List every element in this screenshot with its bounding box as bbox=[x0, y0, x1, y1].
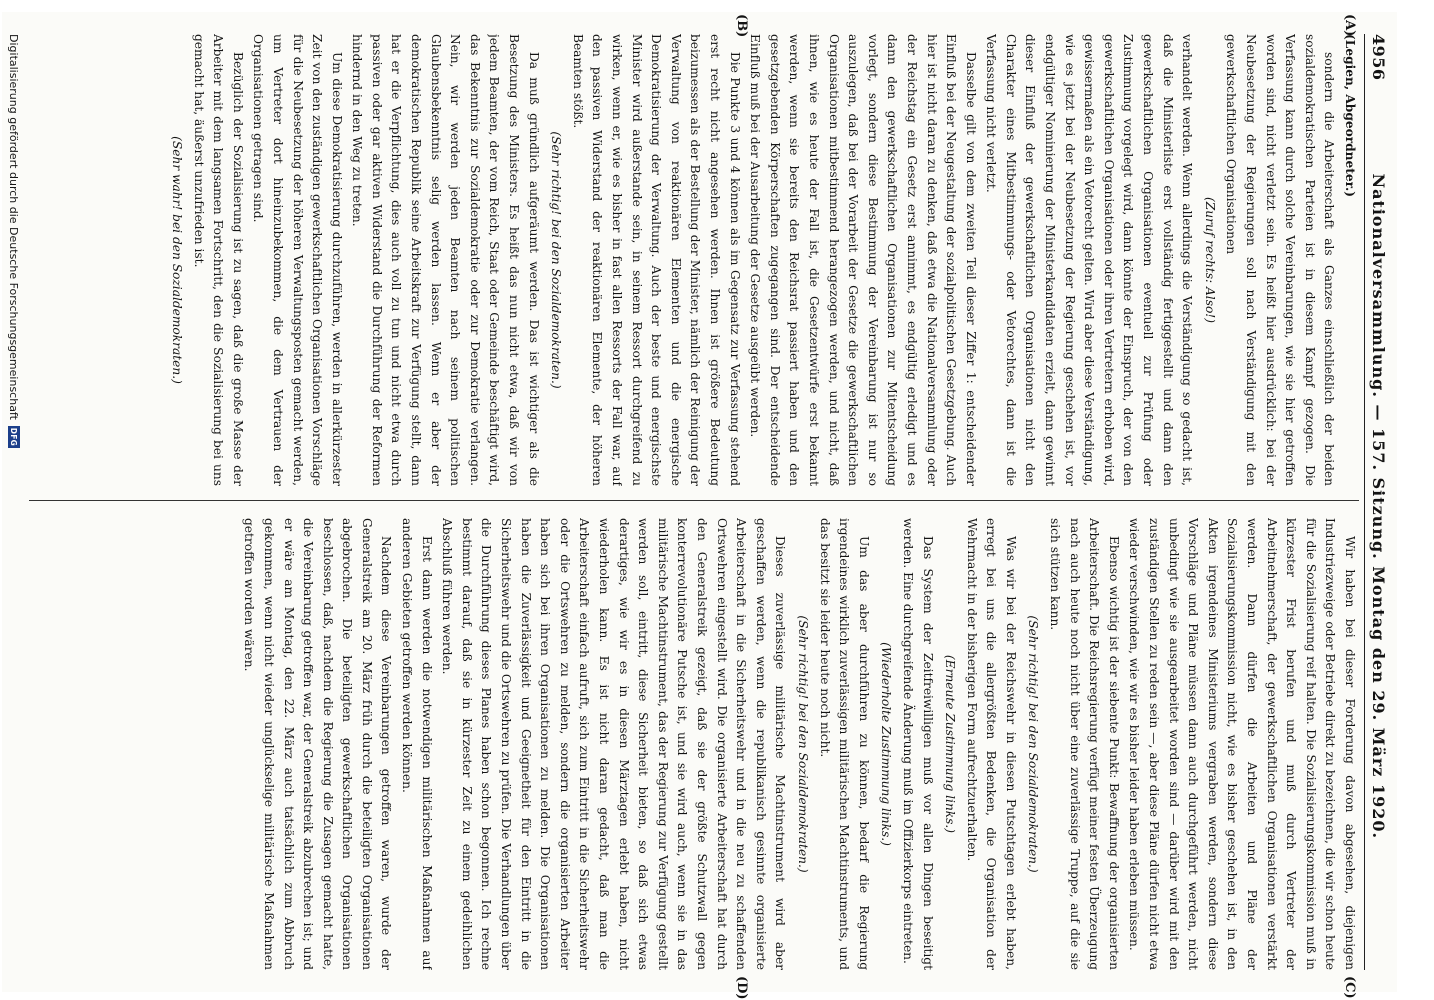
page-number: 4956 bbox=[1369, 34, 1389, 81]
paragraph: Um das aber durchführen zu können, bedarf die Regierung irgendeines wirklich zuverlässigen militärischen Machtinstruments, und das besitzt sie leider heute noch nicht. bbox=[817, 518, 871, 970]
rotated-page bbox=[2, 12, 1397, 1000]
paragraph: Die Punkte 3 und 4 können als im Gegensatz zur Verfassung stehend erst recht nicht angesehen werden. Ihnen ist größere Bedeutung beizumessen als der Bestellung der Minister, nämlich der Reinigung der Verwaltung von reaktionären Elementen und die energische Demokratisierung der Verwaltung. Auch der beste und energischste Minister wird außerstande sein, in seinem Ressort durchgreifend zu wirken, wenn er, wie es bisher in fast allen Ressorts der Fall war, auf den passiven Widerstand der reaktionären Elemente, der höheren Beamten stößt. bbox=[570, 34, 742, 486]
paragraph: Das System der Zeitfreiwilligen muß vor allen Dingen beseitigt werden. Eine durchgreifende Änderung muß im Offizierkorps eintreten. bbox=[900, 518, 935, 970]
right-column bbox=[29, 518, 1359, 970]
paragraph: Wir haben bei dieser Forderung davon abgesehen, diejenigen Industriezweige oder Betriebe direkt zu bezeichnen, die wir schon heute für die Sozialisierung reif halten. Die Sozialisierungskommission muß in kürzester Frist berufen und muß durch Vertreter der Arbeitnehmerschaft, der gewerkschaftlichen Organisationen verstärkt werden. Dann dürfen die Arbeiten und Pläne der Sozialisierungskommission nicht, wie es bisher geschehen ist, in den Akten irgendeines Ministeriums vergraben werden, sondern diese Vorschläge und Pläne müssen dann auch durchgeführt werden, nicht unbedingt wie sie ausgearbeitet worden sind — darüber wird mit den zuständigen Stellen zu reden sein —, aber diese Pläne dürfen nicht etwa wieder verschwinden, wie wir es bisher leider haben erleben müssen. bbox=[1127, 518, 1357, 970]
header-title: Nationalversammlung. — 157. Sitzung. Montag den 29. März 1920. bbox=[1369, 173, 1389, 840]
paragraph: sondern die Arbeiterschaft als Ganzes einschließlich der beiden sozialdemokratischen Parteien ist in diesem Kampf gezogen. Die Verfassung kann durch solche Vereinbarungen, wie sie hier getroffen worden sind, nicht verletzt sein. Es heißt hier ausdrücklich: bei der Neubesetzung der Regierungen soll nach Verständigung mit den gewerkschaftlichen Organisationen bbox=[1224, 34, 1337, 486]
dfg-logo-icon: DFG bbox=[9, 427, 19, 447]
margin-marker-b: (B) bbox=[734, 14, 749, 38]
interjection: (Sehr richtig! bei den Sozialdemokraten.) bbox=[795, 615, 810, 873]
margin-marker-d: (D) bbox=[734, 976, 749, 1000]
margin-marker-a: (A) bbox=[1342, 14, 1357, 37]
interjection: (Zuruf rechts: Also!) bbox=[1202, 197, 1217, 323]
paragraph: Ebenso wichtig ist der siebente Punkt: Bewaffnung der organisierten Arbeiterschaft. Die Reichsregierung verfügt meiner festen Überzeugung nach auch heute noch nicht über eine zuverlässige Truppe, auf die sie sich stützen kann. bbox=[1048, 518, 1121, 970]
interjection: (Erneute Zustimmung links.) bbox=[943, 654, 958, 834]
speaker-name: (Legien, Abgeordneter.) bbox=[1343, 34, 1357, 197]
interjection: (Sehr richtig! bei den Sozialdemokraten.) bbox=[1026, 615, 1041, 873]
paragraph: Bezüglich der Sozialisierung ist zu sagen, daß die große Masse der Arbeiter mit dem langsamen Fortschritt, den die Sozialisierung bei uns gemacht hat, äußerst unzufrieden ist. bbox=[191, 34, 245, 486]
paragraph: Nachdem diese Vereinbarungen getroffen waren, wurde der Generalstreik am 20. März früh durch die beteiligten Organisationen abgebrochen. Die beteiligten gewerkschaftlichen Organisationen beschlossen, daß, nachdem die Regierung die Zusagen gemacht hatte, die Vereinbarung getroffen war, der Generalstreik abzubrechen ist; und er wäre am Montag, den 22. März auch tatsächlich zum Abbruch gekommen, wenn nicht wieder unglückselige militärische Maßnahmen getroffen worden wären. bbox=[242, 518, 394, 970]
paragraph: Was wir bei der Reichswehr in diesen Putschtagen erlebt haben, erregt bei uns die allergrößten Bedenken, die Organisation der Wehrmacht in der bisherigen Form aufrechtzuerhalten. bbox=[964, 518, 1018, 970]
interjection: (Wiederholte Zustimmung links.) bbox=[879, 642, 894, 846]
paragraph: Erst dann werden die notwendigen militärischen Maßnahmen auf anderen Gebieten getroffen werden können. bbox=[400, 518, 434, 970]
credit-text: Digitalisierung gefördert durch die Deutsche Forschungsgemeinschaft bbox=[7, 34, 21, 420]
paragraph: Dieses zuverlässige militärische Machtinstrument wird aber geschaffen werden, wenn die republikanisch gesinnte organisierte Arbeiterschaft in die Sicherheitswehr und in die neu zu schaffenden Ortswehren eingestellt wird. Die organisierte Arbeiterschaft hat durch den Generalstreik gezeigt, daß sie der größte Schutzwall gegen konterrevolutionäre Putsche ist, und sie wird auch, wenn sie in das militärische Machtinstrument, das der Regierung zur Verfügung gestellt werden soll, eintritt, diese Sicherheit bieten, so daß sich etwas derartiges, wie wir es in diesen Märztagen erlebt haben, nicht wiederholen kann. Es ist nicht daran gedacht, daß man die Arbeiterschaft einfach aufruft, sich zum Eintritt in die Sicherheitswehr oder die Ortswehren zu melden, sondern die organisierten Arbeiter haben sich bei ihren Organisationen zu melden. Die Organisationen haben die Zuverlässigkeit und Geeignetheit für den Eintritt in die Sicherheitswehr und die Ortswehren zu prüfen. Die Verhandlungen über die Durchführung dieses Planes haben schon begonnen. Ich rechne bestimmt darauf, daß sie in kürzester Zeit zu einem gedeihlichen Abschluß führen werden. bbox=[440, 518, 788, 970]
digitization-credit bbox=[5, 34, 23, 970]
paragraph: Da muß gründlich aufgeräumt werden. Das ist wichtiger als die Besetzung des Ministers. Es heißt das nun nicht etwa, daß wir von jedem Beamten, der vom Reich, Staat oder Gemeinde beschäftigt wird, das Bekenntnis zur Sozialdemokratie oder zur Demokratie verlangen. Nein, wir werden jeden Beamten nach seinem politischen Glaubensbekenntnis selig werden lassen. Wenn er aber der demokratischen Republik seine Arbeitskraft zur Verfügung stellt, dann hat er die Verpflichtung, dies auch voll zu tun und nicht etwa durch passiven oder gar aktiven Widerstand die Durchführung der Reformen hindernd in den Weg zu treten. bbox=[350, 34, 541, 486]
paragraph: verhandelt werden. Wenn allerdings die Verständigung so gedacht ist, daß die Ministerliste erst vollständig fertiggestellt und dann den gewerkschaftlichen Organisationen eventuell zur Prüfung oder Zustimmung vorgelegt wird, dann könnte der Einspruch, der von den gewerkschaftlichen Organisationen oder ihren Vertretern erhoben wird, gewissermaßen als ein Vetorecht gelten. Wird aber diese Verständigung, wie es jetzt bei der Neubesetzung der Regierung geschehen ist, vor endgültiger Nominierung der Ministerkandidaten erzielt, dann gewinnt dieser Einfluß der gewerkschaftlichen Organisationen nicht den Charakter eines Mitbestimmungs- oder Vetorechtes, dann ist die Verfassung nicht verletzt. bbox=[984, 34, 1195, 486]
column-divider bbox=[29, 500, 1359, 501]
margin-marker-c: (C) bbox=[1342, 976, 1357, 999]
interjection: (Sehr richtig! bei den Sozialdemokraten.) bbox=[549, 131, 564, 389]
paragraph: Dasselbe gilt von dem zweiten Teil dieser Ziffer 1: entscheidender Einfluß bei der Neugestaltung der sozialpolitischen Gesetzgebung. Auch hier ist nicht daran zu denken, daß etwa die Nationalversammlung oder der Reichstag ein Gesetz erst annimmt, es endgültig erledigt und es dann den gewerkschaftlichen Organisationen zur Mitentscheidung vorlegt, sondern diese Bestimmung der Vereinbarung ist nur so auszulegen, daß bei der Vorarbeit der Gesetze die gewerkschaftlichen Organisationen mitbestimmend herangezogen werden, und nicht, daß ihnen, wie es heute der Fall ist, die Gesetzentwürfe erst bekannt werden, wenn sie bereits den Reichsrat passiert haben und den gesetzgebenden Körperschaften zugegangen sind. Der entscheidende Einfluß muß bei der Ausarbeitung der Gesetze ausgeübt werden. bbox=[748, 34, 978, 486]
paragraph: Um diese Demokratisierung durchzuführen, werden in allerkürzester Zeit von den zuständigen gewerkschaftlichen Organisationen Vorschläge für die Neubesetzung der höheren Verwaltungsposten gemacht werden, um Vertreter dort hineinzubekommen, die dem Vertrauen der Organisationen getragen sind. bbox=[251, 34, 344, 486]
page-header bbox=[1364, 34, 1393, 970]
left-column bbox=[29, 34, 1359, 486]
interjection: (Sehr wahr! bei den Sozialdemokraten.) bbox=[169, 136, 184, 384]
